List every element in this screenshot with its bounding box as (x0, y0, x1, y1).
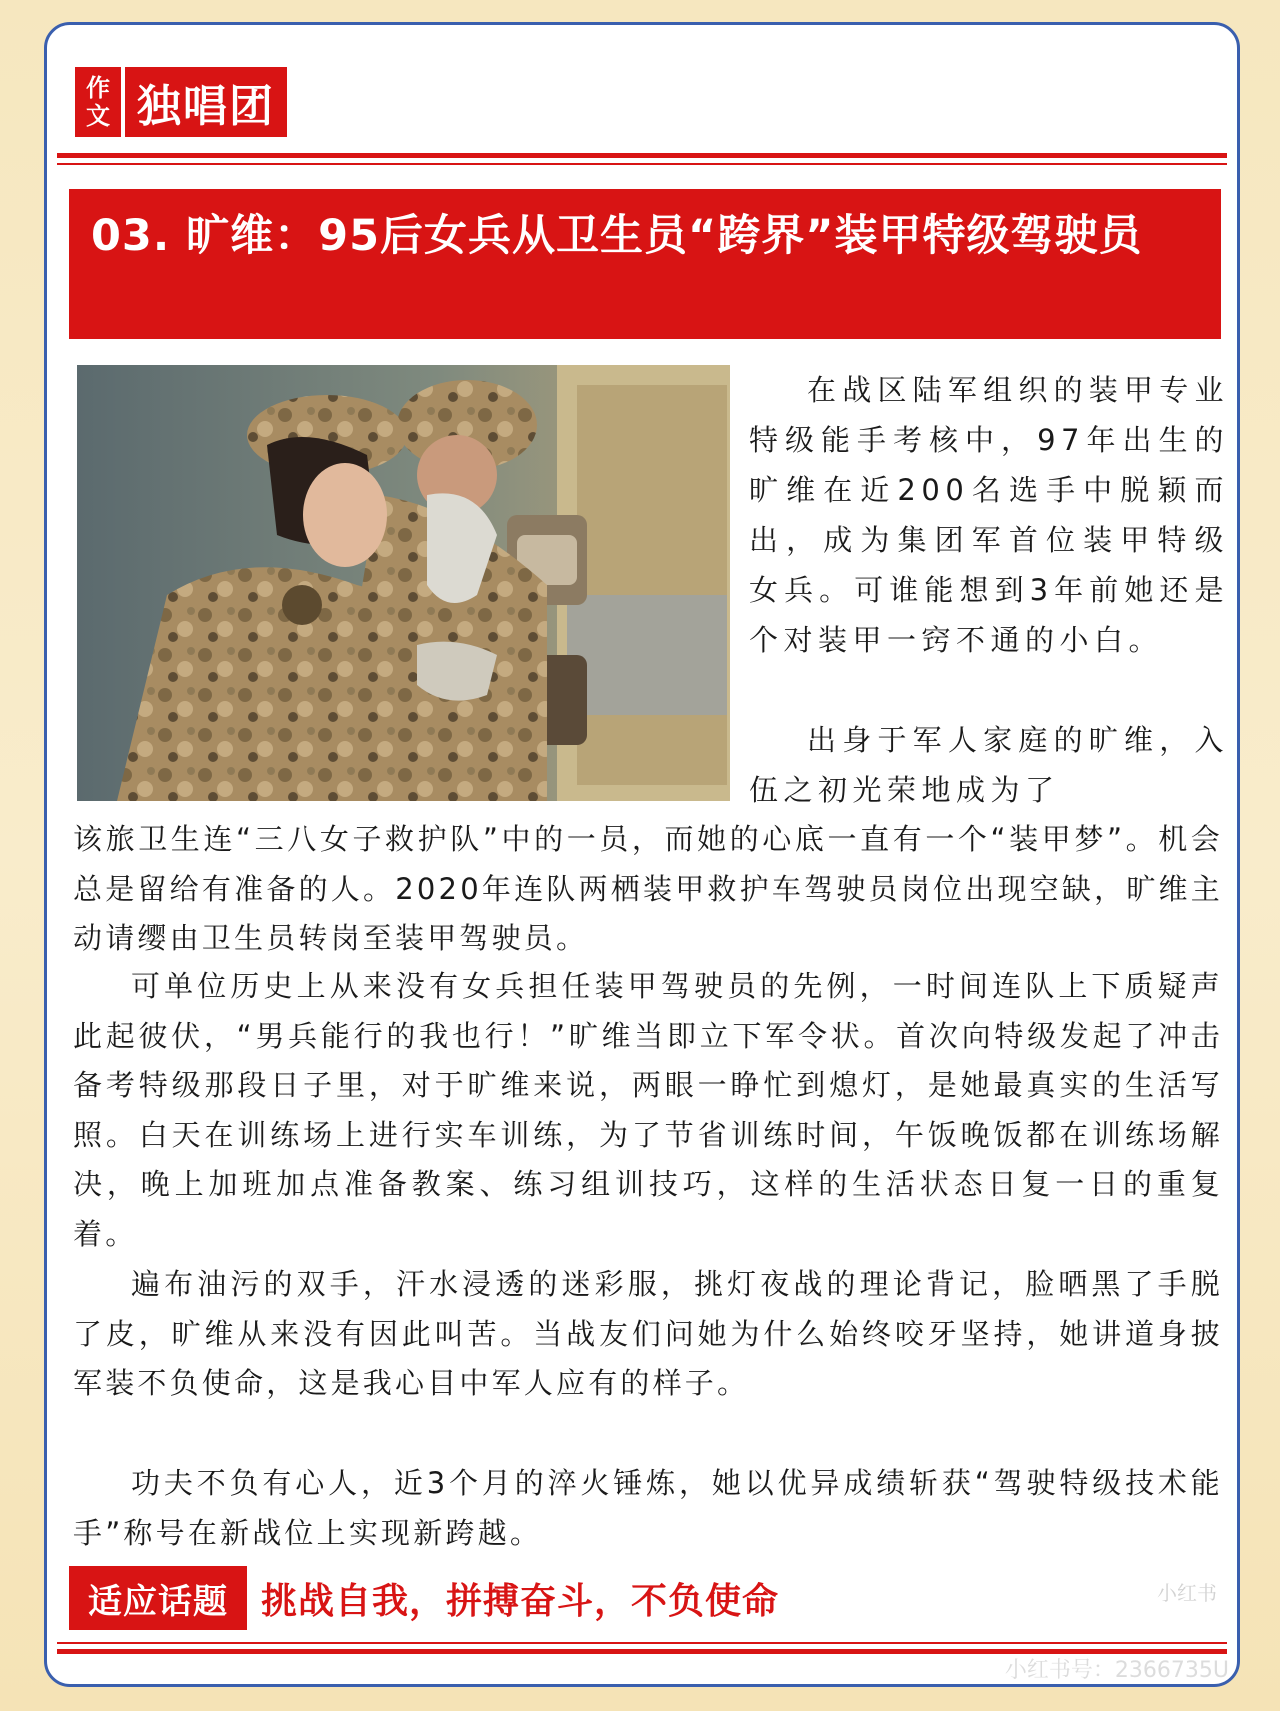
watermark-id: 小红书号：2366735U (1004, 1658, 1229, 1683)
logo-char-bottom: 文 (86, 101, 110, 130)
logo (75, 67, 287, 137)
topic-text: 挑战自我，拼搏奋斗，不负使命 (261, 1580, 780, 1622)
paragraph-1: 在战区陆军组织的装甲专业特级能手考核中，97年出生的旷维在近200名选手中脱颖而出，成为集团军首位装甲特级女兵。可谁能想到3年前她还是个对装甲一窍不通的小白。 (749, 373, 1229, 657)
divider-top (57, 153, 1227, 158)
article-card (44, 22, 1240, 1687)
logo-text: 独唱团 (125, 67, 287, 137)
paragraph-2-start: 出身于军人家庭的旷维，入伍之初光荣地成为了 (749, 723, 1229, 807)
soldiers-photo (77, 365, 730, 801)
paragraph-3: 可单位历史上从来没有女兵担任装甲驾驶员的先例，一时间连队上下质疑声此起彼伏，“男兵能行的我也行！”旷维当即立下军令状。首次向特级发起了冲击备考特级那段日子里，对于旷维来说，两眼一睁忙到熄灯，是她最真实的生活写照。白天在训练场上进行实车训练，为了节省训练时间，午饭晚饭都在训练场解决，晚上加班加点准备教案、练习组训技巧，这样的生活状态日复一日的重复着。 (73, 969, 1223, 1251)
divider-top-thin (57, 163, 1227, 165)
logo-mark (75, 67, 125, 137)
article-title: 03. 旷维：95后女兵从卫生员“跨界”装甲特级驾驶员 (69, 189, 1221, 339)
divider-bottom-thin (57, 1642, 1227, 1644)
logo-char-top: 作 (86, 73, 110, 102)
paragraph-4: 遍布油污的双手，汗水浸透的迷彩服，挑灯夜战的理论背记，脸晒黑了手脱了皮，旷维从来没有因此叫苦。当战友们问她为什么始终咬牙坚持，她讲道身披军装不负使命，这是我心目中军人应有的样子。 (73, 1267, 1223, 1400)
paragraph-5: 功夫不负有心人，近3个月的淬火锤炼，她以优异成绩斩获“驾驶特级技术能手”称号在新战位上实现新跨越。 (73, 1466, 1223, 1550)
topic-label: 适应话题 (69, 1566, 247, 1630)
paragraph-2-cont: 该旅卫生连“三八女子救护队”中的一员，而她的心底一直有一个“装甲梦”。机会总是留给有准备的人。2020年连队两栖装甲救护车驾驶员岗位出现空缺，旷维主动请缨由卫生员转岗至装甲驾驶员。 (73, 822, 1223, 955)
watermark-logo: 小红书 (1157, 1581, 1217, 1605)
